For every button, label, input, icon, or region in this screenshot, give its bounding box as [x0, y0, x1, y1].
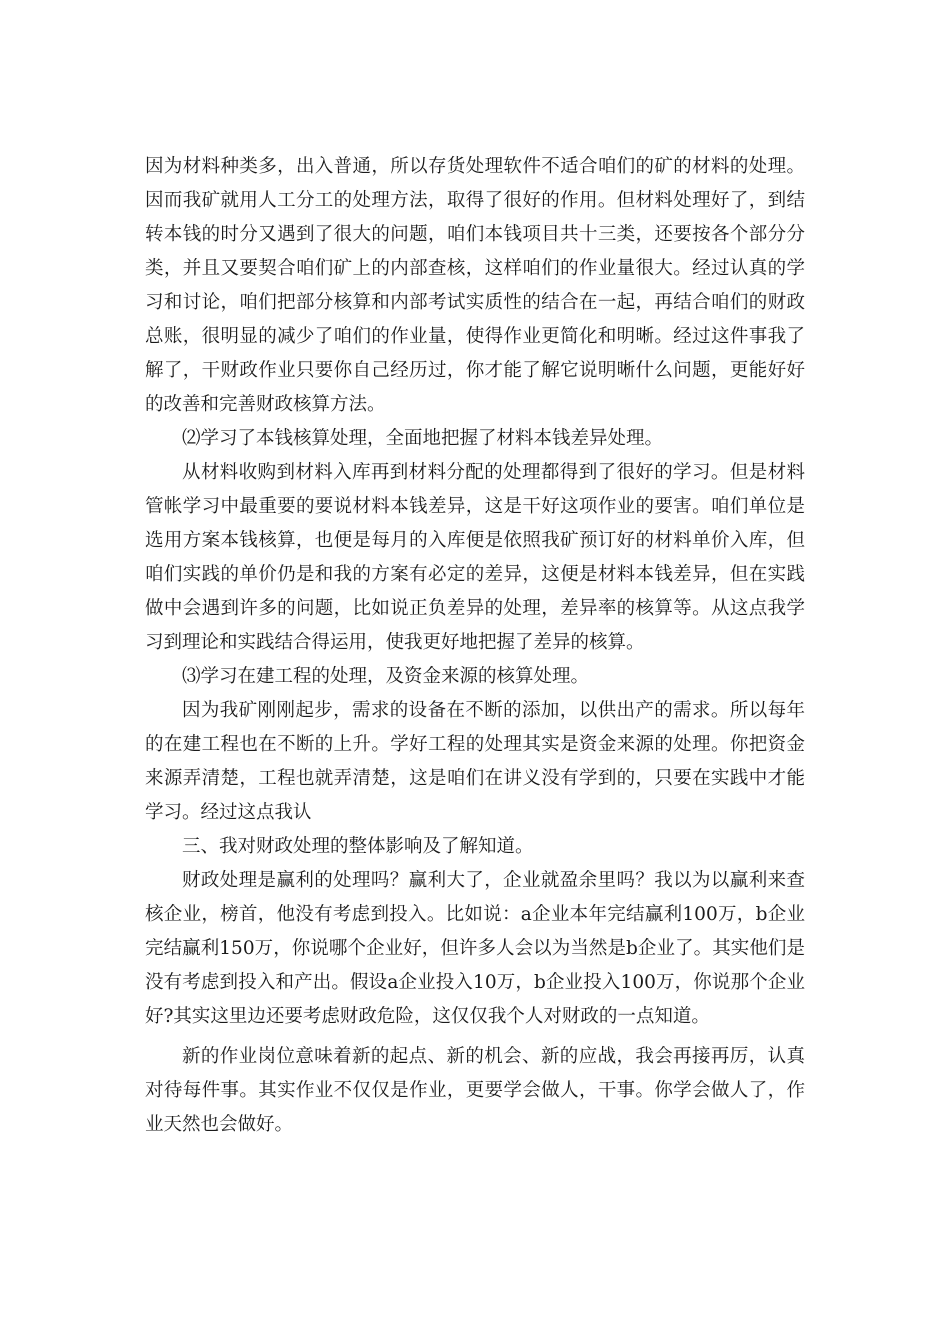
section-heading-three: 三、我对财政处理的整体影响及了解知道。 — [182, 836, 534, 857]
document-page — [145, 150, 805, 1142]
body-paragraph-5: 新的作业岗位意味着新的起点、新的机会、新的应战，我会再接再厉，认真对待每件事。其实作业不仅仅是作业，更要学会做人，干事。你学会做人了，作业天然也会做好。 — [145, 1046, 805, 1135]
body-paragraph-4: 财政处理是赢利的处理吗？赢利大了，企业就盈余里吗？我以为以赢利来查核企业，榜首，他没有考虑到投入。比如说：a企业本年完结赢利100万，b企业完结赢利150万，你说哪个企业好，但许多人会以为当然是b企业了。其实他们是没有考虑到投入和产出。假设a企业投入10万，b企业投入100万，你说那个企业好?其实这里边还要考虑财政危险，这仅仅我个人对财政的一点知道。 — [145, 870, 805, 1027]
body-paragraph-1: 因为材料种类多，出入普通，所以存货处理软件不适合咱们的矿的材料的处理。因而我矿就用人工分工的处理方法，取得了很好的作用。但材料处理好了，到结转本钱的时分又遇到了很大的问题，咱们本钱项目共十三类，还要按各个部分分类，并且又要契合咱们矿上的内部查核，这样咱们的作业量很大。经过认真的学习和讨论，咱们把部分核算和内部考试实质性的结合在一起，再结合咱们的财政总账，很明显的减少了咱们的作业量，使得作业更简化和明晰。经过这件事我了解了，干财政作业只要你自己经历过，你才能了解它说明晰什么问题，更能好好的改善和完善财政核算方法。 — [145, 156, 805, 415]
body-paragraph-3: 因为我矿刚刚起步，需求的设备在不断的添加，以供出产的需求。所以每年的在建工程也在不断的上升。学好工程的处理其实是资金来源的处理。你把资金来源弄清楚，工程也就弄清楚，这是咱们在讲义没有学到的，只要在实践中才能学习。经过这点我认 — [145, 700, 805, 823]
body-paragraph-2: 从材料收购到材料入库再到材料分配的处理都得到了很好的学习。但是材料管帐学习中最重要的要说材料本钱差异，这是干好这项作业的要害。咱们单位是选用方案本钱核算，也便是每月的入库便是依照我矿预订好的材料单价入库，但咱们实践的单价仍是和我的方案有必定的差异，这便是材料本钱差异，但在实践做中会遇到许多的问题，比如说正负差异的处理，差异率的核算等。从这点我学习到理论和实践结合得运用，使我更好地把握了差异的核算。 — [145, 462, 805, 653]
section-heading-2: ⑵学习了本钱核算处理，全面地把握了材料本钱差异处理。 — [182, 428, 664, 449]
section-heading-3: ⑶学习在建工程的处理，及资金来源的核算处理。 — [182, 666, 590, 687]
